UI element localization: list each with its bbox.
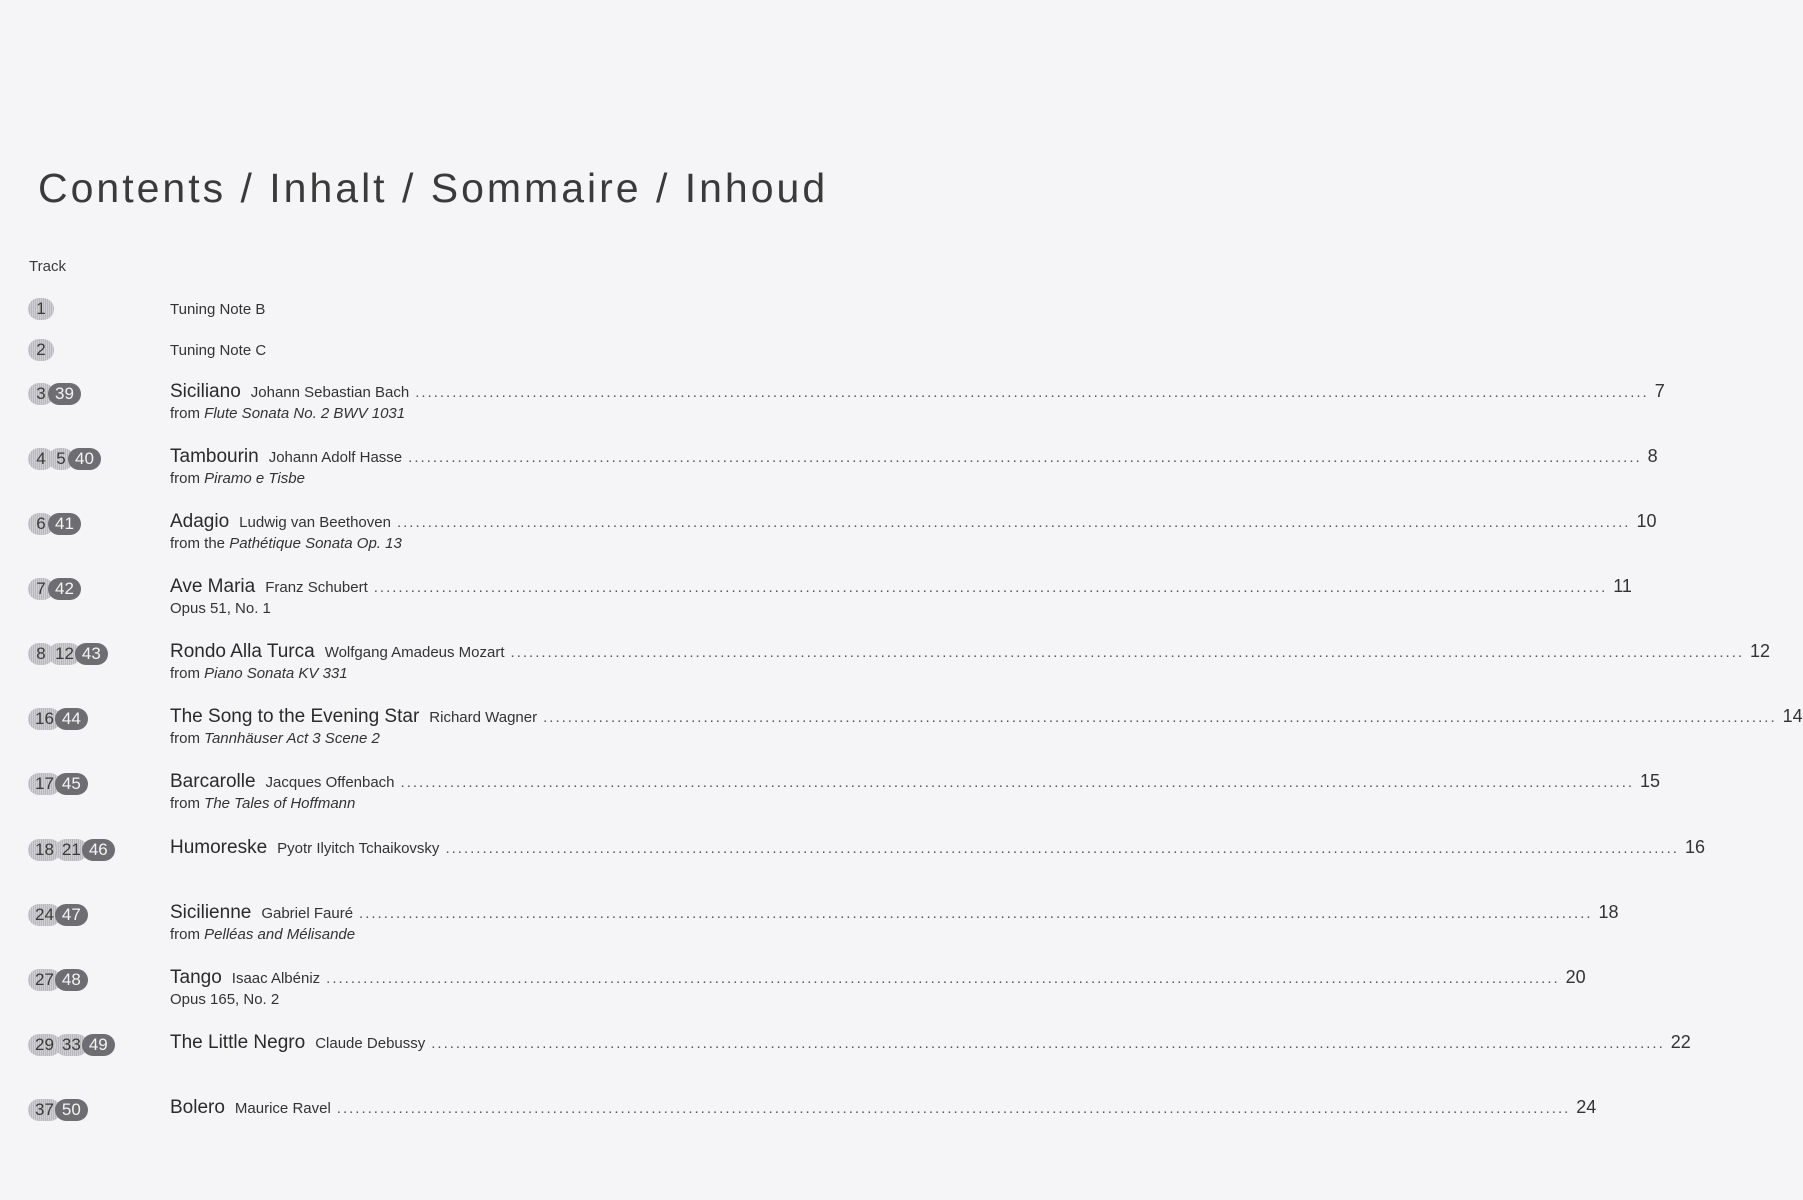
piece-title: Tambourin <box>170 446 259 467</box>
track-badges <box>28 708 88 730</box>
page-number: 7 <box>1654 381 1665 401</box>
contents-entry[interactable] <box>0 771 1661 831</box>
entry-title-line <box>170 381 1665 403</box>
source-prefix: from <box>170 926 205 943</box>
piece-source <box>170 730 380 747</box>
piece-title: Tango <box>170 967 222 988</box>
track-number-badge: 21 <box>55 839 88 861</box>
track-badges <box>28 298 54 320</box>
track-number-badge: 42 <box>48 578 81 600</box>
page-number: 24 <box>1576 1097 1597 1117</box>
source-work-title: Pelléas and Mélisande <box>204 926 356 943</box>
track-badges <box>28 1099 88 1121</box>
composer-name: Franz Schubert <box>265 579 368 596</box>
track-badges <box>28 578 81 600</box>
composer-name: Gabriel Fauré <box>261 905 354 922</box>
entry-title-line <box>170 446 1658 468</box>
tuning-note-label: Tuning Note C <box>170 342 267 359</box>
source-work-title: Piramo e Tisbe <box>204 470 305 487</box>
piece-title: Sicilienne <box>170 902 252 923</box>
page-number: 12 <box>1750 641 1771 661</box>
track-badges <box>28 773 88 795</box>
entry-title-line <box>170 902 1619 924</box>
page-number: 20 <box>1565 967 1586 987</box>
entry-title-line <box>170 641 1771 663</box>
track-number-badge: 2 <box>28 339 54 361</box>
track-badges <box>28 339 54 361</box>
contents-entry[interactable] <box>0 381 1665 441</box>
entry-title-line <box>170 511 1657 533</box>
entry-title-line <box>170 967 1586 989</box>
source-work-title: Flute Sonata No. 2 BWV 1031 <box>204 405 406 422</box>
contents-entry[interactable] <box>0 641 1771 701</box>
dot-leader: ........................................................................................................................................................................................................ <box>408 449 1642 466</box>
contents-entry[interactable] <box>0 902 1619 962</box>
contents-entry[interactable] <box>0 837 1705 897</box>
track-number-badge: 17 <box>28 773 61 795</box>
dot-leader: ........................................................................................................................................................................................................ <box>510 644 1745 661</box>
dot-leader: ........................................................................................................................................................................................................ <box>326 970 1560 987</box>
track-number-badge: 48 <box>55 969 88 991</box>
track-badges <box>28 839 115 861</box>
piece-source <box>170 991 279 1008</box>
composer-name: Johann Sebastian Bach <box>250 384 410 401</box>
piece-title: Siciliano <box>170 381 241 402</box>
track-number-badge: 6 <box>28 513 54 535</box>
track-number-badge: 40 <box>68 448 101 470</box>
source-prefix: Opus 51, No. 1 <box>170 600 271 617</box>
dot-leader: ........................................................................................................................................................................................................ <box>359 905 1593 922</box>
source-prefix: from <box>170 665 205 682</box>
piece-title: The Song to the Evening Star <box>170 706 420 727</box>
source-prefix: from the <box>170 535 230 552</box>
track-badges <box>28 448 101 470</box>
composer-name: Pyotr Ilyitch Tchaikovsky <box>277 840 440 857</box>
contents-entry[interactable] <box>0 576 1632 636</box>
track-badges <box>28 513 81 535</box>
track-number-badge: 3 <box>28 383 54 405</box>
contents-entry[interactable] <box>0 706 1803 766</box>
track-number-badge: 33 <box>55 1034 88 1056</box>
track-number-badge: 5 <box>48 448 74 470</box>
track-number-badge: 29 <box>28 1034 61 1056</box>
page-number: 11 <box>1613 576 1632 596</box>
dot-leader: ........................................................................................................................................................................................................ <box>336 1100 1571 1117</box>
track-number-badge: 8 <box>28 643 54 665</box>
source-work-title: Piano Sonata KV 331 <box>204 665 348 682</box>
piece-title: The Little Negro <box>170 1032 306 1053</box>
piece-source <box>170 665 348 682</box>
track-badges <box>28 904 88 926</box>
track-number-badge: 27 <box>28 969 61 991</box>
track-number-badge: 18 <box>28 839 61 861</box>
piece-title: Adagio <box>170 511 230 532</box>
track-number-badge: 7 <box>28 578 54 600</box>
dot-leader: ........................................................................................................................................................................................................ <box>445 840 1679 857</box>
track-badges <box>28 383 81 405</box>
track-number-badge: 47 <box>55 904 88 926</box>
track-number-badge: 44 <box>55 708 88 730</box>
composer-name: Isaac Albéniz <box>231 970 321 987</box>
composer-name: Wolfgang Amadeus Mozart <box>324 644 505 661</box>
track-column-label: Track <box>29 258 66 275</box>
track-number-badge: 50 <box>55 1099 88 1121</box>
contents-entry[interactable] <box>0 446 1658 506</box>
track-number-badge: 4 <box>28 448 54 470</box>
source-prefix: from <box>170 470 205 487</box>
piece-source <box>170 600 271 617</box>
source-prefix: from <box>170 730 205 747</box>
page-number: 15 <box>1640 771 1661 791</box>
source-work-title: The Tales of Hoffmann <box>204 795 356 812</box>
page-number: 22 <box>1670 1032 1691 1052</box>
page-number: 18 <box>1598 902 1619 922</box>
source-prefix: from <box>170 795 205 812</box>
contents-entry[interactable] <box>0 967 1586 1027</box>
page-number: 14 <box>1782 706 1803 726</box>
track-number-badge: 43 <box>75 643 108 665</box>
composer-name: Ludwig van Beethoven <box>239 514 391 531</box>
dot-leader: ........................................................................................................................................................................................................ <box>400 774 1635 791</box>
track-number-badge: 39 <box>48 383 81 405</box>
track-badges <box>28 643 108 665</box>
piece-source <box>170 470 305 487</box>
composer-name: Jacques Offenbach <box>265 774 395 791</box>
dot-leader: ........................................................................................................................................................................................................ <box>415 384 1649 401</box>
entry-title-line <box>170 576 1632 598</box>
piece-source <box>170 926 355 943</box>
page-number: 16 <box>1684 837 1705 857</box>
track-number-badge: 24 <box>28 904 61 926</box>
composer-name: Claude Debussy <box>315 1035 426 1052</box>
track-number-badge: 41 <box>48 513 81 535</box>
track-number-badge: 49 <box>82 1034 115 1056</box>
page-title: Contents / Inhalt / Sommaire / Inhoud <box>38 165 829 211</box>
track-number-badge: 1 <box>28 298 54 320</box>
composer-name: Richard Wagner <box>429 709 538 726</box>
track-number-badge: 16 <box>28 708 61 730</box>
piece-source <box>170 405 405 422</box>
piece-title: Rondo Alla Turca <box>170 641 315 662</box>
track-number-badge: 12 <box>48 643 81 665</box>
entry-title-line <box>170 1097 1597 1119</box>
track-number-badge: 37 <box>28 1099 61 1121</box>
piece-source <box>170 535 402 552</box>
page-number: 10 <box>1636 511 1657 531</box>
entry-title-line <box>170 837 1705 859</box>
piece-source <box>170 795 355 812</box>
dot-leader: ........................................................................................................................................................................................................ <box>543 709 1777 726</box>
dot-leader: ........................................................................................................................................................................................................ <box>396 514 1631 531</box>
piece-title: Humoreske <box>170 837 268 858</box>
dot-leader: ........................................................................................................................................................................................................ <box>431 1035 1665 1052</box>
contents-entry[interactable] <box>0 511 1657 571</box>
track-badges <box>28 969 88 991</box>
contents-entry[interactable] <box>0 1097 1597 1157</box>
source-work-title: Tannhäuser Act 3 Scene 2 <box>204 730 380 747</box>
track-number-badge: 45 <box>55 773 88 795</box>
source-prefix: Opus 165, No. 2 <box>170 991 280 1008</box>
tuning-note-label: Tuning Note B <box>170 301 266 318</box>
piece-title: Ave Maria <box>170 576 256 597</box>
track-badges <box>28 1034 115 1056</box>
dot-leader: ........................................................................................................................................................................................................ <box>373 579 1608 596</box>
piece-title: Bolero <box>170 1097 225 1118</box>
track-number-badge: 46 <box>82 839 115 861</box>
entry-title-line <box>170 771 1661 793</box>
composer-name: Maurice Ravel <box>234 1100 331 1117</box>
source-prefix: from <box>170 405 205 422</box>
contents-entry[interactable] <box>0 1032 1691 1092</box>
entry-title-line <box>170 1032 1691 1054</box>
page-number: 8 <box>1647 446 1658 466</box>
composer-name: Johann Adolf Hasse <box>268 449 403 466</box>
entry-title-line <box>170 706 1803 728</box>
piece-title: Barcarolle <box>170 771 256 792</box>
source-work-title: Pathétique Sonata Op. 13 <box>229 535 402 552</box>
